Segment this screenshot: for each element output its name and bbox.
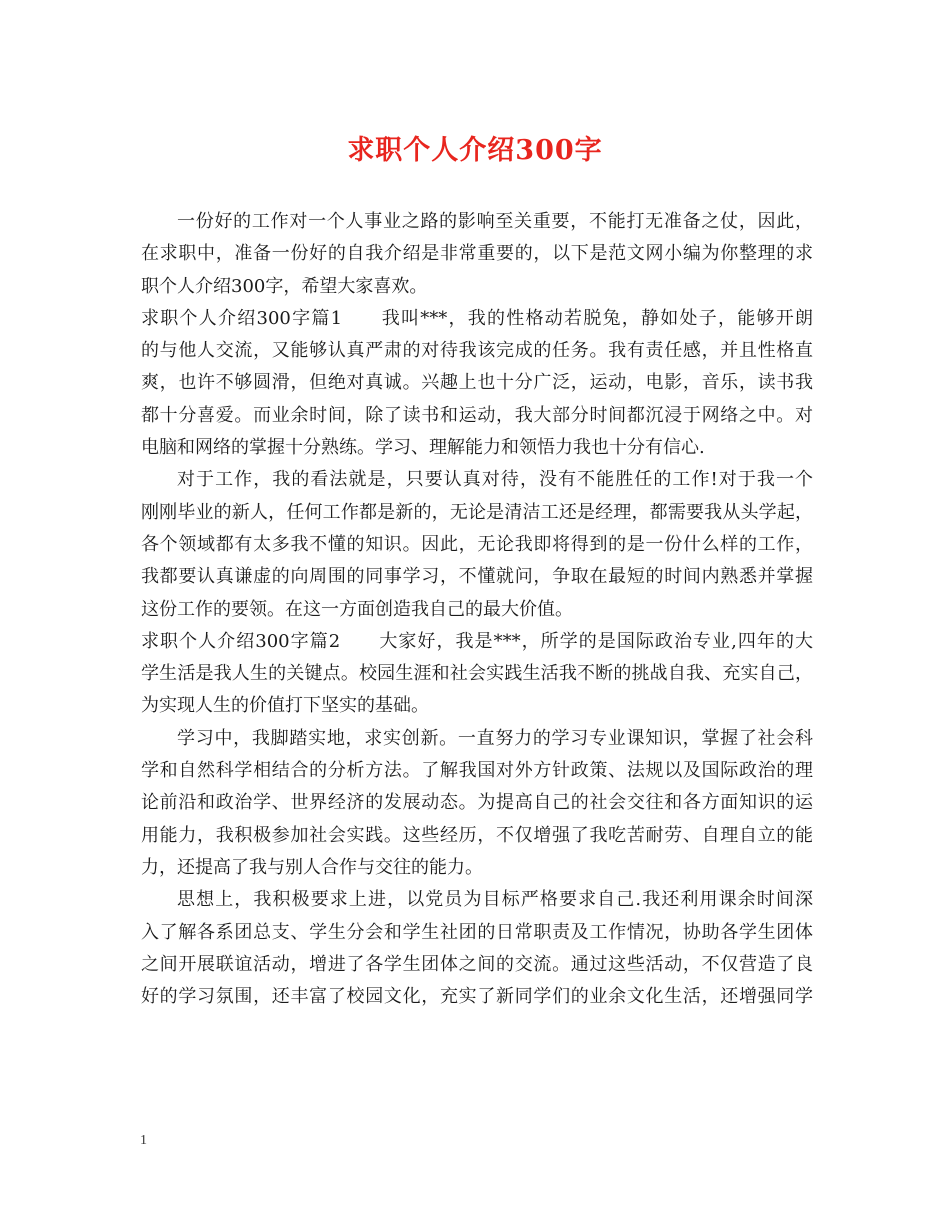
text-line: 学习中，我脚踏实地，求实创新。一直努力的学习专业课知识，掌握了社会科: [177, 727, 813, 749]
text-line: 之间开展联谊活动，增进了各学生团体之间的交流。通过这些活动，不仅营造了良: [141, 953, 813, 975]
text-line: 这份工作的要领。在这一方面创造我自己的最大价值。: [141, 598, 573, 620]
text-line: 都十分喜爱。而业余时间，除了读书和运动，我大部分时间都沉浸于网络之中。对: [141, 404, 813, 426]
text-line: 刚刚毕业的新人，任何工作都是新的，无论是清洁工还是经理，都需要我从头学起，: [141, 501, 813, 523]
text-line: 的与他人交流，又能够认真严肃的对待我该完成的任务。我有责任感，并且性格直: [141, 340, 813, 362]
text-line: 对于工作，我的看法就是，只要认真对待，没有不能胜任的工作!对于我一个: [177, 469, 813, 491]
text-line: 各个领域都有太多我不懂的知识。因此，无论我即将得到的是一份什么样的工作，: [141, 533, 813, 555]
text-line: 在求职中，准备一份好的自我介绍是非常重要的，以下是范文网小编为你整理的求: [141, 243, 813, 265]
document-title: 求职个人介绍300字: [347, 135, 603, 166]
text-line: 求职个人介绍300字篇1 我叫***，我的性格动若脱兔，静如处子，能够开朗: [141, 307, 813, 329]
text-line: 用能力，我积极参加社会实践。这些经历，不仅增强了我吃苦耐劳、自理自立的能: [141, 824, 813, 846]
text-line: 思想上，我积极要求上进，以党员为目标严格要求自己.我还利用课余时间深: [177, 889, 813, 911]
document-body: [141, 206, 813, 1013]
text-line: 为实现人生的价值打下坚实的基础。: [141, 695, 429, 717]
text-line: 求职个人介绍300字篇2 大家好，我是***，所学的是国际政治专业,四年的大: [141, 630, 813, 652]
text-line: 一份好的工作对一个人事业之路的影响至关重要，不能打无准备之仗，因此，: [177, 211, 813, 232]
text-line: 力，还提高了我与别人合作与交往的能力。: [141, 856, 483, 878]
text-line: 好的学习氛围，还丰富了校园文化，充实了新同学们的业余文化生活，还增强同学: [141, 986, 813, 1008]
text-line: 爽，也许不够圆滑，但绝对真诚。兴趣上也十分广泛，运动，电影，音乐，读书我: [141, 372, 813, 394]
text-line: 入了解各系团总支、学生分会和学生社团的日常职责及工作情况，协助各学生团体: [141, 921, 813, 943]
text-line: 我都要认真谦虚的向周围的同事学习，不懂就问，争取在最短的时间内熟悉并掌握: [141, 566, 813, 588]
text-line: 职个人介绍300字，希望大家喜欢。: [141, 275, 428, 297]
text-line: 学和自然科学相结合的分析方法。了解我国对外方针政策、法规以及国际政治的理: [141, 760, 813, 782]
text-line: 论前沿和政治学、世界经济的发展动态。为提高自己的社会交往和各方面知识的运: [141, 792, 813, 814]
text-line: 学生活是我人生的关键点。校园生涯和社会实践生活我不断的挑战自我、充实自己，: [141, 663, 813, 685]
text-line: 电脑和网络的掌握十分熟练。学习、理解能力和领悟力我也十分有信心.: [141, 437, 705, 459]
page-number: 1: [140, 1133, 147, 1148]
